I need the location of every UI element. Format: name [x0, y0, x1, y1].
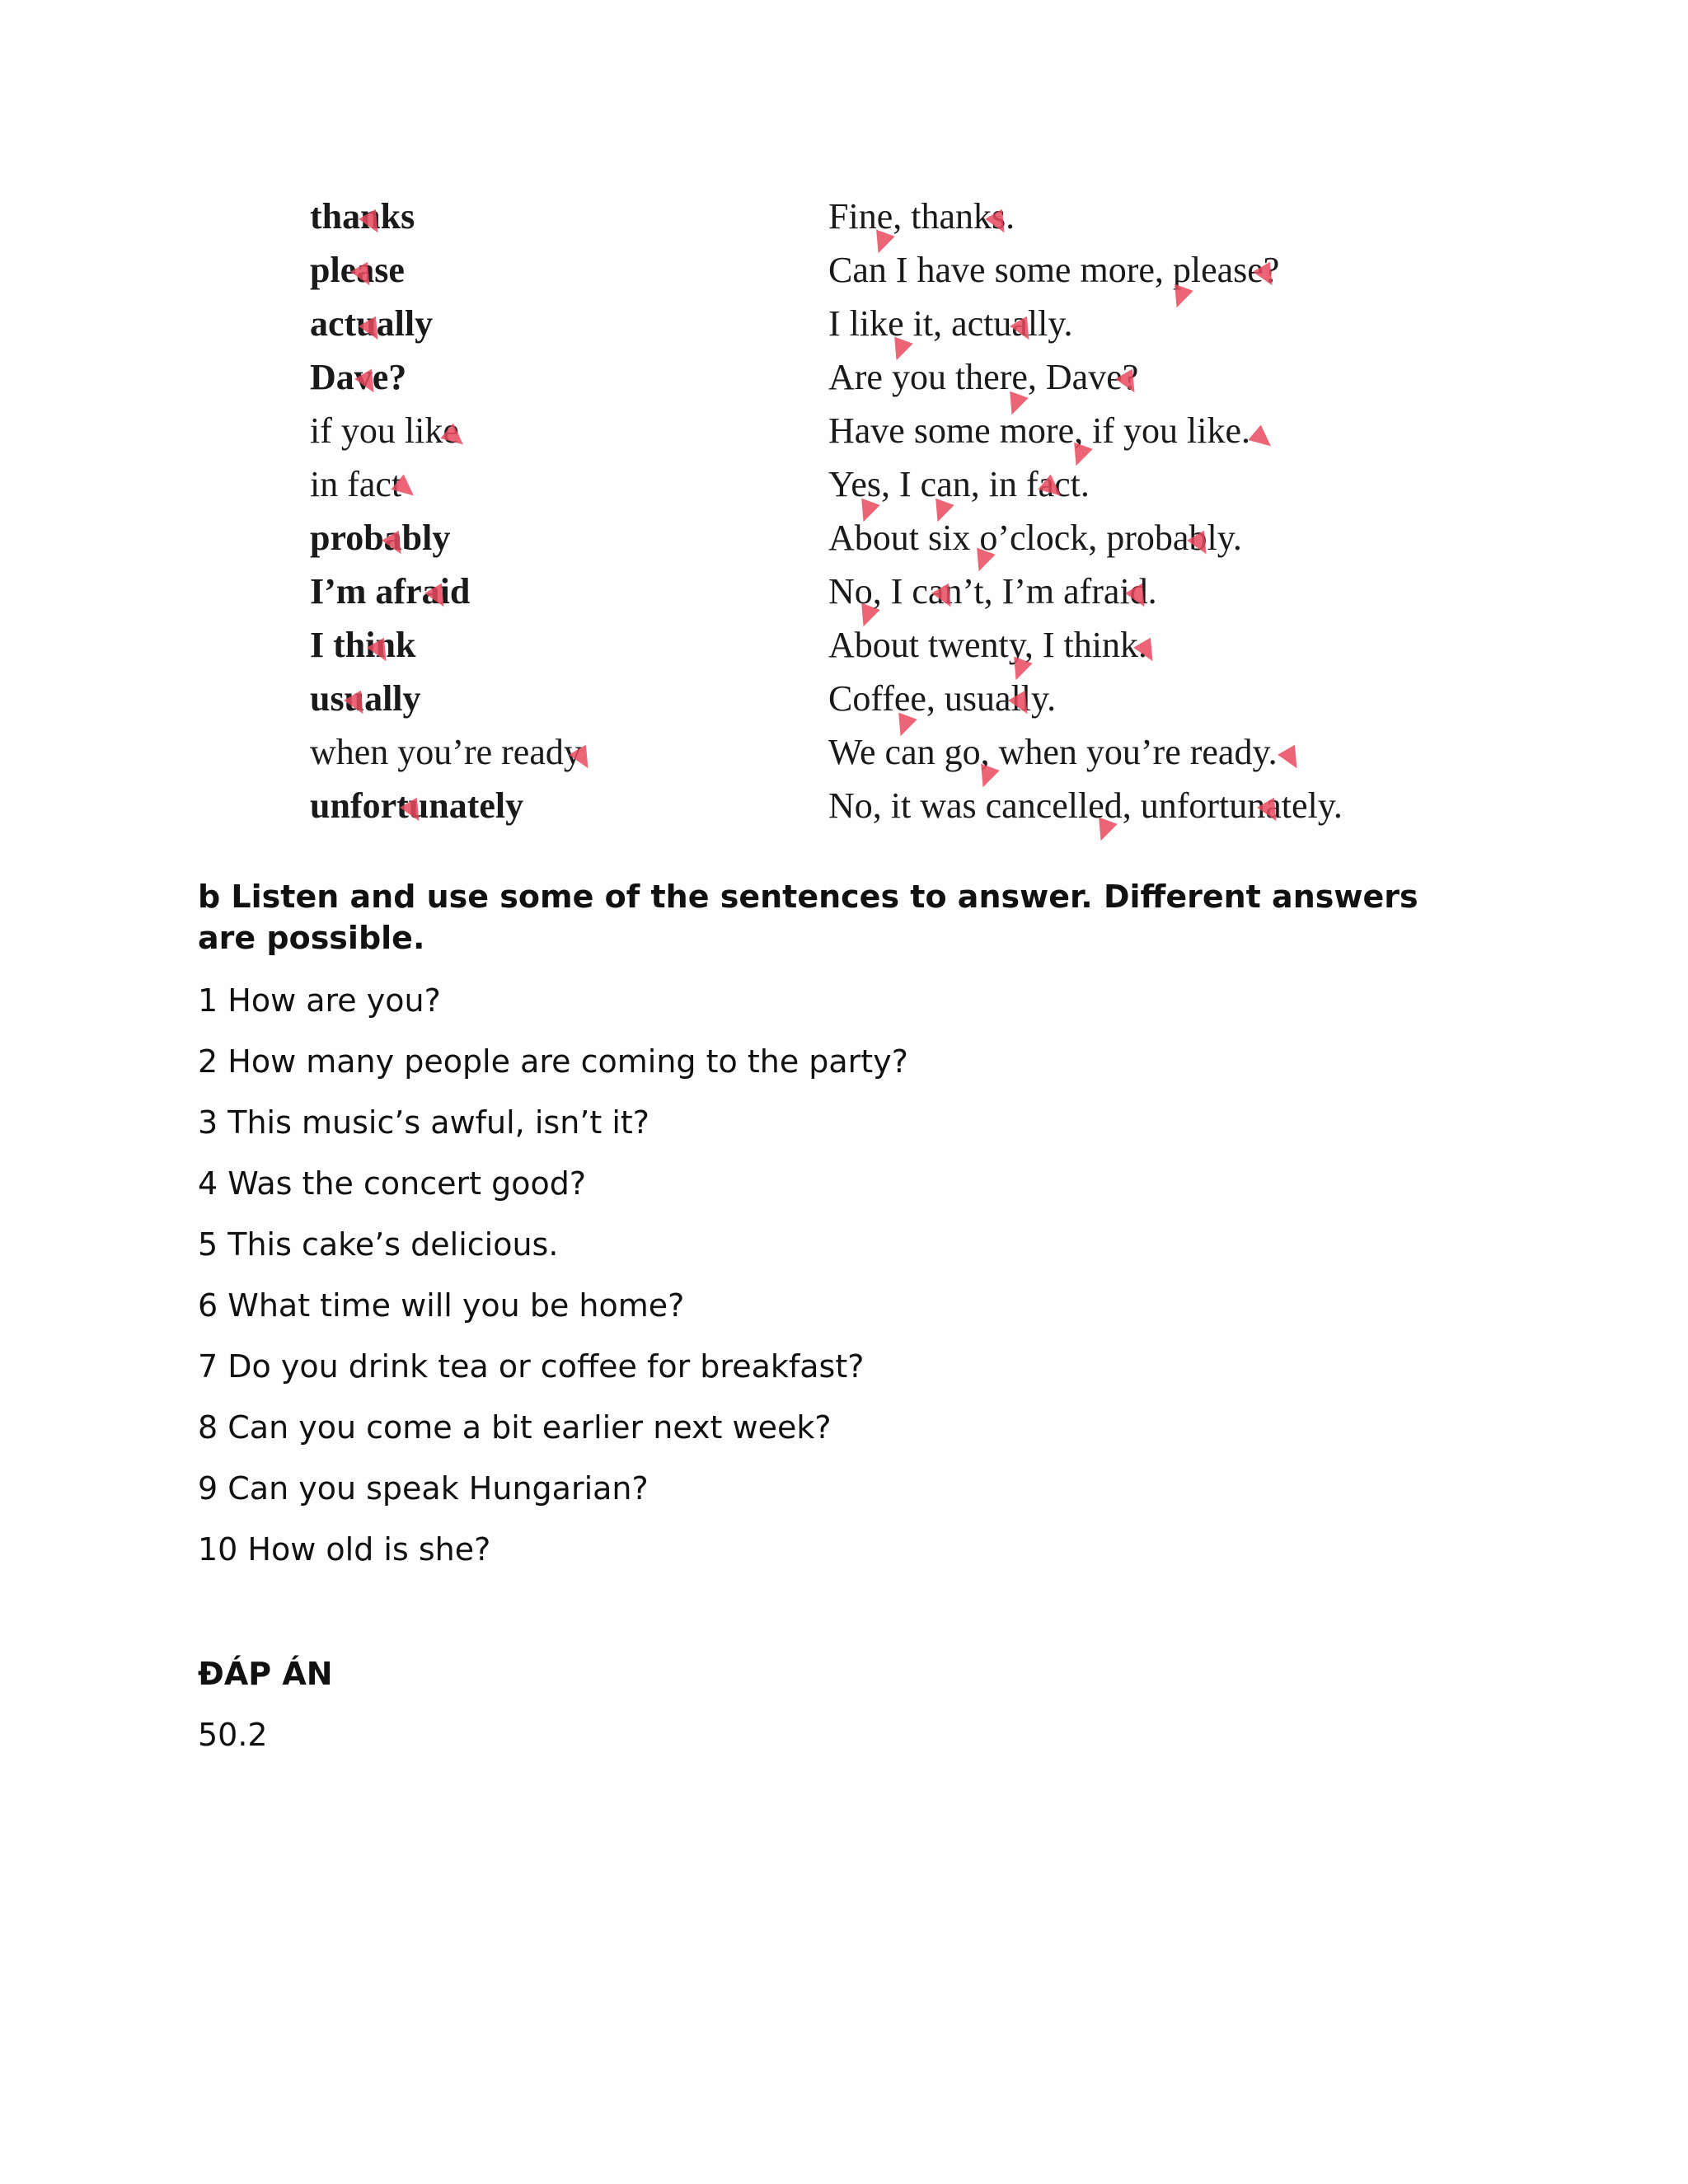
tag-phrase: thanks — [310, 196, 415, 237]
tag-phrase: Dave? — [310, 357, 407, 397]
tag-phrase: if you like — [310, 410, 459, 451]
example-sentence: About twenty, I think. — [828, 625, 1147, 665]
question-item: 9 Can you speak Hungarian? — [198, 1470, 649, 1507]
tag-phrase: please — [310, 250, 405, 290]
question-item: 10 How old is she? — [198, 1531, 491, 1568]
question-item: 4 Was the concert good? — [198, 1165, 587, 1202]
example-sentence: No, I can’t, I’m afraid. — [828, 571, 1157, 612]
question-item: 2 How many people are coming to the party? — [198, 1043, 908, 1080]
question-item: 1 How are you? — [198, 982, 441, 1019]
tag-phrase: when you’re ready — [310, 732, 582, 772]
intonation-table — [280, 190, 1467, 849]
tag-phrase: I think — [310, 625, 416, 665]
question-item: 7 Do you drink tea or coffee for breakfast? — [198, 1348, 865, 1385]
tag-phrase: unfortunately — [310, 785, 524, 826]
example-sentence: I like it, actually. — [828, 303, 1073, 344]
tag-phrase: usually — [310, 678, 421, 719]
example-sentence: Coffee, usually. — [828, 678, 1057, 719]
tag-phrase: I’m afraid — [310, 571, 471, 612]
example-sentence: About six o’clock, probably. — [828, 518, 1242, 558]
example-sentence: Are you there, Dave? — [828, 357, 1139, 397]
example-sentence: No, it was cancelled, unfortunately. — [828, 785, 1343, 826]
answer-heading: ĐÁP ÁN — [198, 1656, 333, 1692]
tag-phrase: probably — [310, 518, 451, 558]
tag-phrase-column — [310, 190, 582, 832]
answer-reference: 50.2 — [198, 1717, 268, 1753]
question-item: 5 This cake’s delicious. — [198, 1226, 559, 1263]
example-sentence: We can go, when you’re ready. — [828, 732, 1278, 772]
question-item: 6 What time will you be home? — [198, 1287, 685, 1324]
example-sentence: Can I have some more, please? — [828, 250, 1280, 290]
tag-phrase: in fact — [310, 464, 402, 504]
example-sentence: Yes, I can, in fact. — [828, 464, 1090, 504]
example-sentence: Have some more, if you like. — [828, 410, 1250, 451]
exercise-instruction: b Listen and use some of the sentences to answer. Different answers are possible. — [198, 879, 1418, 956]
question-item: 8 Can you come a bit earlier next week? — [198, 1409, 832, 1446]
tag-phrase: actually — [310, 303, 434, 344]
question-item: 3 This music’s awful, isn’t it? — [198, 1104, 649, 1141]
example-sentence: Fine, thanks. — [828, 196, 1015, 237]
question-list — [198, 979, 908, 1589]
